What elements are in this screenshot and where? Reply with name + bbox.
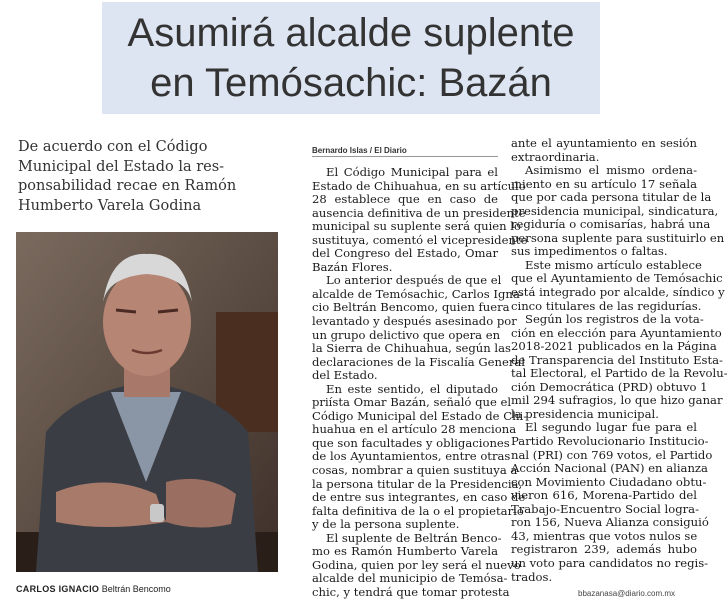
article-line: Según los registros de la vota- — [525, 312, 704, 327]
article-line: mo es Ramón Humberto Varela — [312, 544, 498, 559]
article-line: cinco titulares de las regidurías. — [511, 298, 702, 313]
article-line: la persona titular de la Presidencia, — [312, 476, 523, 491]
article-line: Este mismo artículo establece — [525, 257, 702, 272]
article-line: de los Ayuntamientos, entre otras — [312, 449, 511, 464]
article-line: del Congreso del Estado, Omar — [312, 246, 498, 261]
article-column-2 — [511, 136, 728, 584]
subhead-line: De acuerdo con el Código — [18, 139, 208, 155]
article-line: mil 294 sufragios, lo que hizo ganar — [511, 393, 723, 408]
article-line: la presidencia municipal. — [511, 406, 659, 421]
article-line: falta definitiva de la o el propietario — [312, 503, 524, 518]
article-line: trados. — [511, 569, 553, 584]
photo-caption — [16, 584, 171, 594]
article-line: Lo anterior después de que el — [326, 273, 502, 288]
article-line: un grupo delictivo que opera en — [312, 327, 501, 342]
article-line: ción Democrática (PRD) obtuvo 1 — [511, 379, 708, 394]
article-line: miento en su artículo 17 señala — [511, 176, 697, 191]
article-line: El suplente de Beltrán Benco- — [326, 530, 502, 545]
article-line: Godina, quien por ley será el nuevo — [312, 557, 521, 572]
article-line: y de la persona suplente. — [312, 517, 460, 532]
headline-line-1: Asumirá alcalde suplente — [127, 11, 575, 55]
article-line: Partido Revolucionario Institucio- — [511, 434, 709, 449]
article-line: Estado de Chihuahua, en su artículo — [312, 178, 526, 193]
article-line: Trabajo-Encuentro Social logra- — [511, 501, 700, 516]
article-line: alcalde del municipio de Temósa- — [312, 571, 508, 586]
article-line: declaraciones de la Fiscalía General — [312, 354, 526, 369]
byline: Bernardo Islas / El Diario — [312, 146, 407, 155]
article-line: persona suplente para sustituirlo en — [511, 230, 725, 245]
caption-rest: Beltrán Bencomo — [101, 584, 171, 594]
article-line: que son facultades y obligaciones — [312, 435, 510, 450]
article-line: regiduría o comisarías, habrá una — [511, 217, 711, 232]
article-line: está integrado por alcalde, síndico y — [511, 285, 725, 300]
article-line: de entre sus integrantes, en caso de — [312, 490, 526, 505]
subhead-line: ponsabilidad recae en Ramón — [18, 178, 237, 194]
article-line: Asimismo el mismo ordena- — [525, 163, 697, 178]
article-line: la Sierra de Chihuahua, según las — [312, 341, 511, 356]
article-line: que por cada persona titular de la — [511, 190, 712, 205]
article-line: vieron 616, Morena-Partido del — [511, 488, 697, 503]
headline — [102, 8, 600, 108]
article-line: cio Beltrán Bencomo, quien fuera — [312, 300, 510, 315]
portrait-photo — [16, 232, 278, 572]
subhead-line: Municipal del Estado la res- — [18, 158, 225, 175]
article-line: levantado y después asesinado por — [312, 314, 517, 329]
article-line: huahua en el artículo 28 menciona — [312, 422, 517, 437]
portrait-illustration — [16, 232, 278, 572]
article-line: cosas, nombrar a quien sustituya a — [312, 463, 518, 478]
article-line: tal Electoral, el Partido de la Revolu- — [511, 366, 728, 381]
article-line: presidencia municipal, sindicatura, — [511, 203, 719, 218]
article-line: 2018-2021 publicados en la Página — [511, 339, 717, 354]
article-line: 43, mientras que votos nulos se — [511, 528, 698, 543]
article-line: registraron 239, además hubo — [511, 542, 697, 557]
subhead-line: Humberto Varela Godina — [18, 197, 202, 214]
byline-rule — [312, 156, 498, 157]
article-line: que el Ayuntamiento de Temósachic — [511, 271, 723, 286]
article-line: Acción Nacional (PAN) en alianza — [511, 461, 708, 476]
article-line: ron 156, Nueva Alianza consiguió — [511, 515, 709, 530]
caption-name: CARLOS IGNACIO — [16, 584, 100, 594]
article-line: sustituya, comentó el vicepresidente — [312, 232, 528, 247]
article-line: El segundo lugar fue para el — [525, 420, 697, 435]
article-line: extraordinaria. — [511, 149, 600, 164]
article-line: municipal su suplente será quien lo — [312, 219, 521, 234]
article-line: Bazán Flores. — [312, 259, 393, 274]
article-line: En este sentido, el diputado — [326, 381, 498, 396]
article-line: un voto para candidatos no regis- — [511, 555, 709, 570]
article-line: ción en elección para Ayuntamiento — [511, 325, 722, 340]
article-line: Código Municipal del Estado de Chi- — [312, 408, 528, 423]
subheadline — [18, 138, 280, 216]
article-line: chic, y tendrá que tomar protesta — [312, 584, 510, 599]
article-line: 28 establece que en caso de — [312, 192, 498, 207]
article-line: del Estado. — [312, 368, 378, 383]
article-line: priísta Omar Bazán, señaló que el — [312, 395, 512, 410]
article-line: con Movimiento Ciudadano obtu- — [511, 474, 707, 489]
article-line: sus impedimentos o faltas. — [511, 244, 668, 259]
author-email: bbazanasa@diario.com.mx — [578, 589, 676, 598]
article-line: nal (PRI) con 769 votos, el Partido — [511, 447, 713, 462]
article-line: El Código Municipal para el — [326, 165, 498, 179]
headline-line-2: en Temósachic: Bazán — [150, 61, 552, 105]
article-line: ausencia definitiva de un presidente — [312, 205, 526, 220]
article-line: alcalde de Temósachic, Carlos Igna- — [312, 286, 524, 301]
article-line: de Transparencia del Instituto Esta- — [511, 352, 723, 367]
article-line: ante el ayuntamiento en sesión — [511, 136, 697, 150]
article-column-1 — [312, 165, 528, 600]
